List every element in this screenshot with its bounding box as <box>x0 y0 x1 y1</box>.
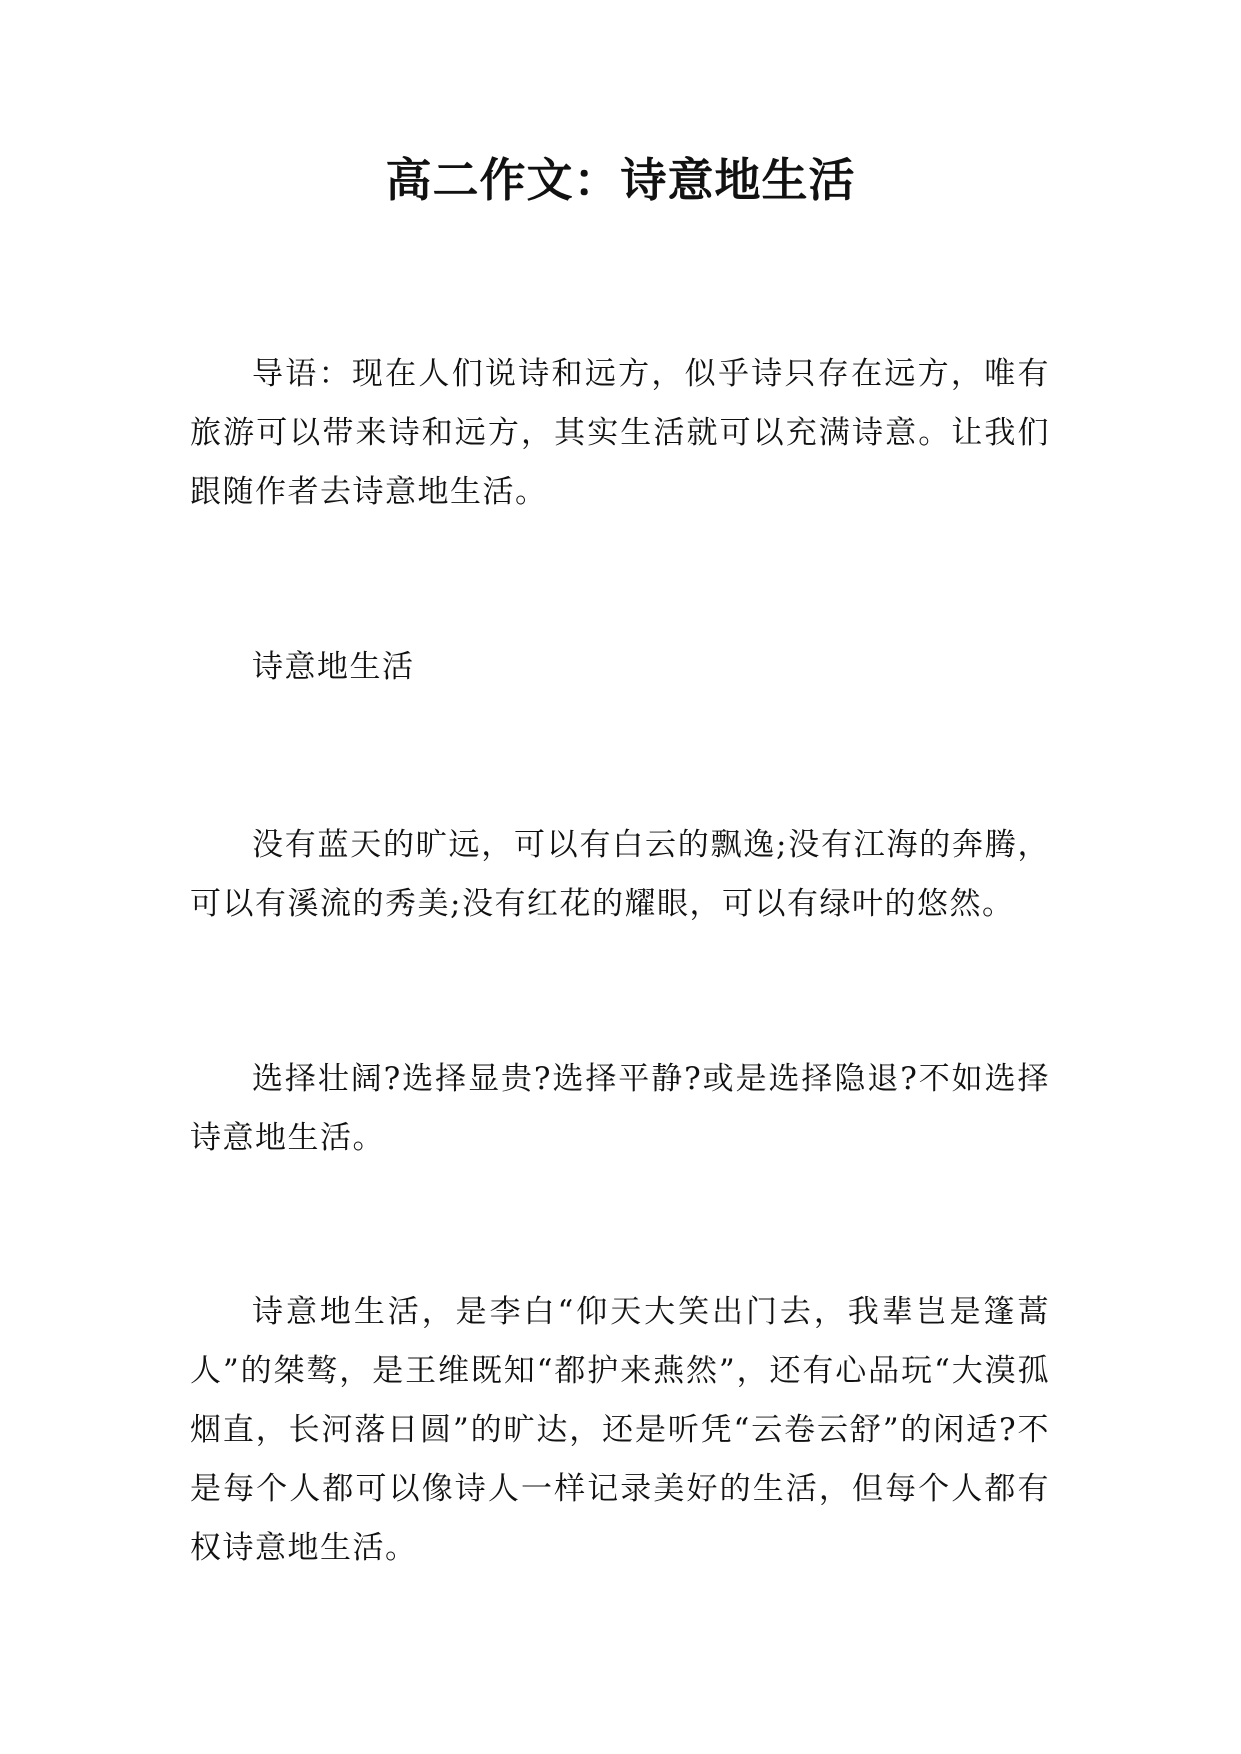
body-paragraph: 选择壮阔?选择显贵?选择平静?或是选择隐退?不如选择诗意地生活。 <box>190 1061 1050 1156</box>
section-subtitle: 诗意地生活 <box>252 649 415 685</box>
intro-paragraph: 导语：现在人们说诗和远方，似乎诗只存在远方，唯有旅游可以带来诗和远方，其实生活就可以充满诗意。让我们跟随作者去诗意地生活。 <box>190 356 1050 510</box>
body-paragraph: 诗意地生活，是李白“仰天大笑出门去，我辈岂是篷蒿人”的桀骜，是王维既知“都护来燕然”，还有心品玩“大漠孤烟直，长河落日圆”的旷达，还是听凭“云卷云舒”的闲适?不是每个人都可以像诗人一样记录美好的生活，但每个人都有权诗意地生活。 <box>190 1294 1050 1566</box>
body-paragraph: 没有蓝天的旷远，可以有白云的飘逸;没有江海的奔腾，可以有溪流的秀美;没有红花的耀眼，可以有绿叶的悠然。 <box>190 827 1050 922</box>
document-title: 高二作文：诗意地生活 <box>385 153 856 207</box>
